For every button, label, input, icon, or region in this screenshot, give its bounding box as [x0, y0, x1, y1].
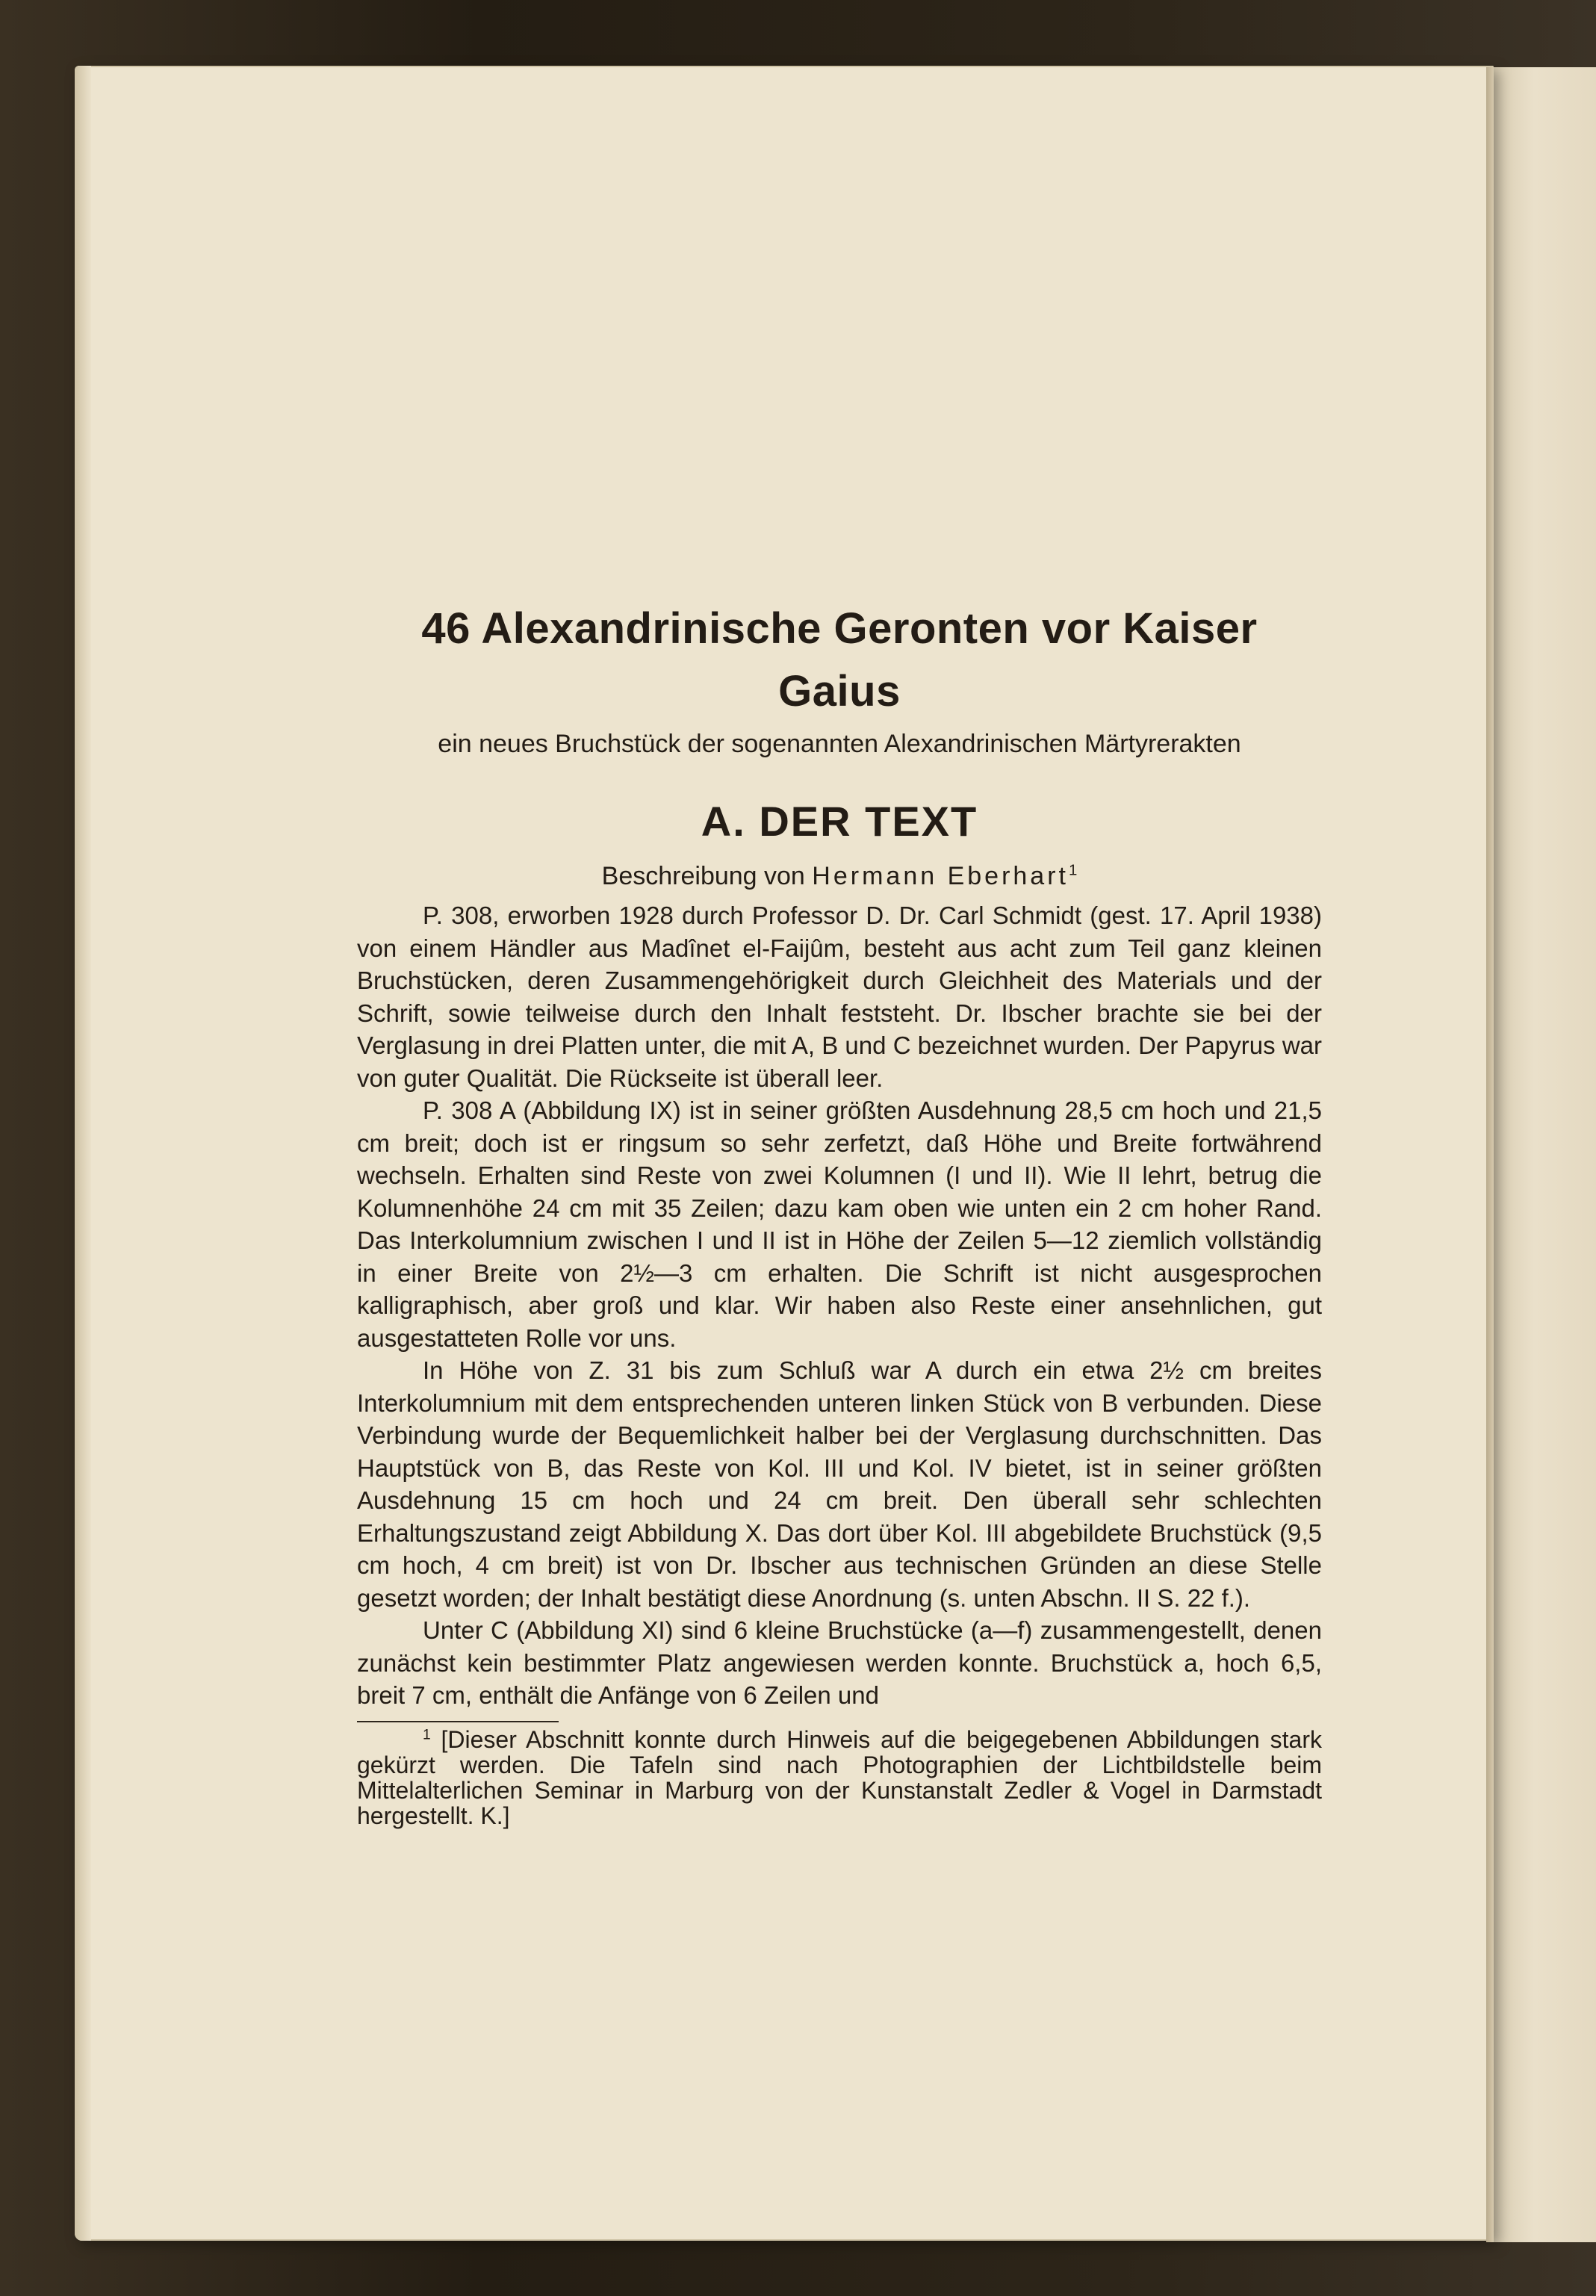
byline [357, 856, 1322, 896]
article-subtitle: ein neues Bruchstück der sogenannten Alexandrinischen Märtyrerakten [438, 730, 1241, 758]
paragraph: Unter C (Abbildung XI) sind 6 kleine Bruchstücke (a—f) zusammengestellt, denen zunächst kein bestimmter Platz angewiesen werden konnte. Bruchstück a, hoch 6,5, breit 7 cm, enthält die Anfänge von 6 Zeilen und [357, 1616, 1322, 1709]
paragraph: P. 308, erworben 1928 durch Professor D. Dr. Carl Schmidt (gest. 17. April 1938) von einem Händler aus Madînet el-Faijûm, besteht aus acht zum Teil ganz kleinen Bruchstücken, deren Zusammengehörigkeit durch Gleichheit des Materials und der Schrift, sowie teilweise durch den Inhalt feststeht. Dr. Ibscher brachte sie bei der Verglasung in drei Platten unter, die mit A, B und C bezeichnet wurden. Der Papyrus war von guter Qualität. Die Rückseite ist überall leer. [357, 902, 1322, 1092]
section-heading: A. DER TEXT [701, 798, 978, 845]
byline-prefix: Beschreibung von [601, 862, 805, 890]
footnote-reference: 1 [1068, 862, 1078, 879]
adjacent-page [1492, 67, 1596, 2242]
author-name: Hermann Eberhart [812, 862, 1069, 890]
page-fold [1486, 67, 1494, 2242]
footnote-mark: 1 [423, 1726, 431, 1743]
footnote-divider [357, 1721, 559, 1722]
paragraph: In Höhe von Z. 31 bis zum Schluß war A durch ein etwa 2½ cm breites Interkolumnium mit dem entsprechenden unteren linken Stück von B verbunden. Diese Verbindung wurde der Bequemlichkeit halber bei der Verglasung durchschnitten. Das Hauptstück von B, das Reste von Kol. III und Kol. IV bietet, ist in seiner größten Ausdehnung 15 cm hoch und 24 cm breit. Den überall sehr schlechten Erhaltungszustand zeigt Abbildung X. Das dort über Kol. III abgebildete Bruchstück (9,5 cm hoch, 4 cm breit) ist von Dr. Ibscher aus technischen Gründen an diese Stelle gesetzt worden; der Inhalt bestätigt diese Anordnung (s. unten Abschn. II S. 22 f.). [357, 1356, 1322, 1612]
article-title: 46 Alexandrinische Geronten vor Kaiser Gaius [421, 604, 1258, 716]
footnote-body: [Dieser Abschnitt konnte durch Hinweis auf die beigegebenen Abbildungen stark gekürzt werden. Die Tafeln sind nach Photographien der Lichtbildstelle beim Mittelalterlichen Seminar in Marburg von der Kunstanstalt Zedler & Vogel in Darmstadt hergestellt. K.] [357, 1725, 1323, 1829]
page-edge [75, 66, 91, 2241]
footnote [357, 1727, 1322, 1828]
body-text [357, 899, 1322, 1712]
page-content [357, 598, 1322, 1828]
paragraph: P. 308 A (Abbildung IX) ist in seiner größten Ausdehnung 28,5 cm hoch und 21,5 cm breit; doch ist er ringsum so sehr zerfetzt, daß Höhe und Breite fortwährend wechseln. Erhalten sind Reste von zwei Kolumnen (I und II). Wie II lehrt, betrug die Kolumnenhöhe 24 cm mit 35 Zeilen; dazu kam oben wie unten ein 2 cm hoher Rand. Das Interkolumnium zwischen I und II ist in Höhe der Zeilen 5—12 ziemlich vollständig in einer Breite von 2½—3 cm erhalten. Die Schrift ist nicht ausgesprochen kalligraphisch, aber groß und klar. Wir haben also Reste einer ansehnlichen, gut ausgestatteten Rolle vor uns. [357, 1096, 1322, 1352]
footnote-text [357, 1727, 1322, 1828]
